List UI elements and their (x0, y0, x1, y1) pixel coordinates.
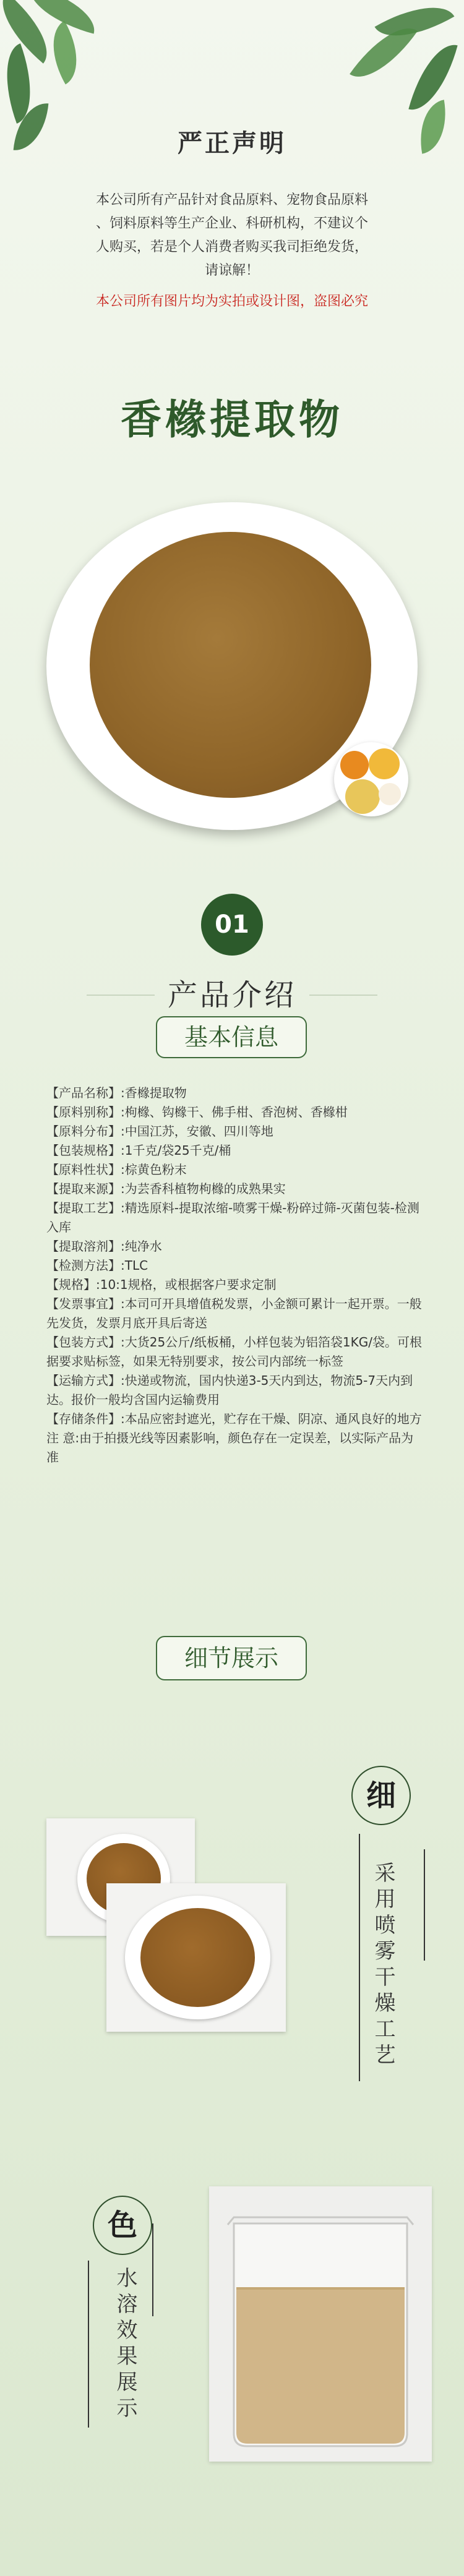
citron-fruit-image (334, 742, 408, 816)
info-item: 【原料性状】:棕黄色粉末 (46, 1162, 187, 1177)
info-item: 【运输方式】:快递或物流，国内快递3-5天内到达，物流5-7天内到达。报价一般均含国内运输费用 (46, 1373, 413, 1407)
vertical-line-left (359, 1834, 360, 2081)
vertical-line-left-2 (88, 2261, 89, 2428)
section-title: 产品介绍 (167, 978, 296, 1012)
declaration-title: 严正声明 (178, 129, 286, 158)
section-number-badge: 01 (201, 894, 263, 956)
basic-info-heading: 基本信息 (156, 1016, 307, 1058)
product-title: 香橼提取物 (121, 396, 343, 443)
info-item: 【提取来源】:为芸香科植物枸橼的成熟果实 (46, 1181, 286, 1196)
info-item: 【提取溶剂】:纯净水 (46, 1239, 162, 1254)
info-item: 【原料别称】:枸橼、钩橼干、佛手柑、香泡树、香橼柑 (46, 1105, 348, 1119)
info-item: 【产品名称】:香橼提取物 (46, 1085, 187, 1100)
info-item: 【发票事宜】:本司可开具增值税发票，小金额可累计一起开票。一般先发货，发票月底开具后寄送 (46, 1296, 422, 1330)
fine-process-text: 采用喷雾干燥工艺 (371, 1862, 395, 2069)
copyright-notice: 本公司所有图片均为实拍或设计图，盗图必究 (95, 294, 368, 309)
detail-photo-2 (106, 1883, 286, 2032)
info-item: 注 意:由于拍摄光线等因素影响，颜色存在一定误差，以实际产品为准 (46, 1431, 414, 1465)
color-char-badge: 色 (93, 2196, 152, 2255)
info-item: 【检测方法】:TLC (46, 1258, 148, 1273)
basic-info-list (46, 1084, 424, 1467)
vertical-line-right (424, 1849, 425, 1961)
info-item: 【提取工艺】:精选原料-提取浓缩-喷雾干燥-粉碎过筛-灭菌包装-检测入库 (46, 1200, 419, 1235)
info-item: 【存储条件】:本品应密封遮光，贮存在干燥、阴凉、通风良好的地方 (46, 1411, 422, 1426)
product-powder (90, 532, 371, 798)
info-item: 【包装方式】:大货25公斤/纸板桶，小样包装为铝箔袋1KG/袋。可根据要求贴标签，如果无特别要求，按公司内部统一标签 (46, 1335, 423, 1369)
declaration-line: 、饲料原料等生产企业、科研机构，不建议个 (95, 216, 368, 231)
beaker-photo (209, 2186, 432, 2462)
beaker-icon (209, 2186, 432, 2462)
vertical-line-right-2 (152, 2223, 153, 2316)
info-item: 【规格】:10:1规格，或根据客户要求定制 (46, 1277, 277, 1292)
declaration-text (56, 189, 408, 283)
info-item: 【原料分布】:中国江苏，安徽、四川等地 (46, 1124, 273, 1139)
declaration-line: 本公司所有产品针对食品原料、宠物食品原料 (95, 192, 368, 208)
info-item: 【包装规格】:1千克/袋25千克/桶 (46, 1143, 231, 1158)
fine-char-badge: 细 (351, 1766, 411, 1825)
details-heading: 细节展示 (156, 1636, 307, 1680)
declaration-line: 人购买，若是个人消费者购买我司拒绝发货， (95, 239, 368, 255)
color-solubility-text: 水溶效果展示 (113, 2267, 137, 2423)
declaration-line: 请谅解！ (204, 263, 259, 278)
